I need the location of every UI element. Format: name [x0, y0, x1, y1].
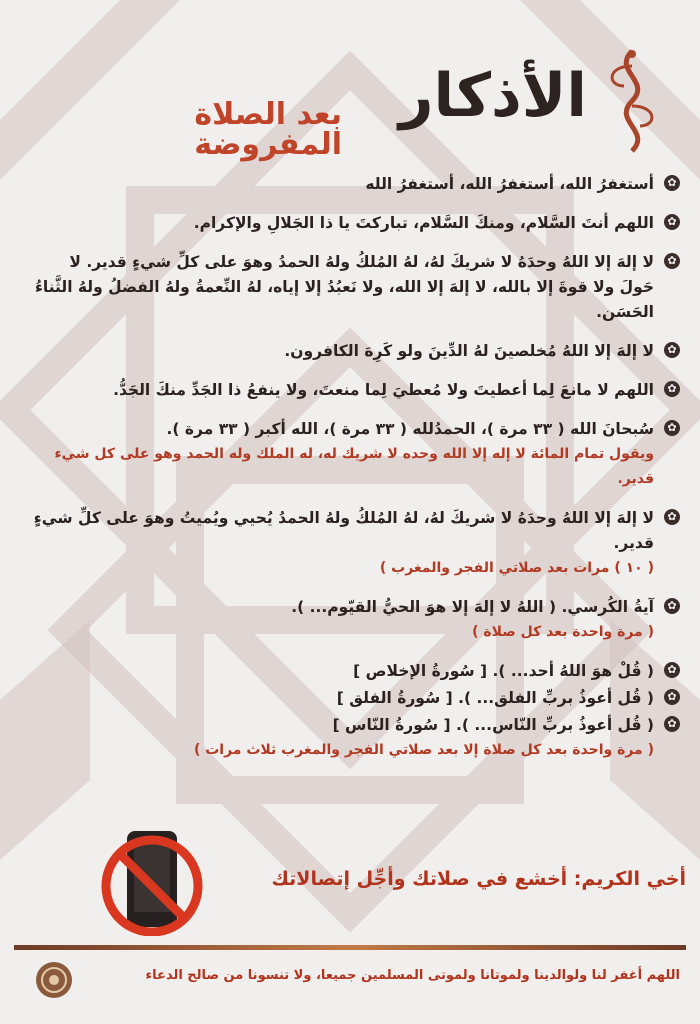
- item-text: اللهم أنتَ السَّلام، ومنكَ السَّلام، تباركتَ يا ذا الجَلالِ والإكرام.: [193, 214, 654, 232]
- list-item: [32, 506, 680, 581]
- divider-bar: [14, 945, 686, 950]
- list-item: [32, 211, 680, 236]
- list-item: [32, 713, 680, 763]
- page-title: الأذكار: [399, 61, 587, 131]
- list-item: [32, 595, 680, 645]
- flower-bullet-icon: ✿: [664, 662, 680, 678]
- item-text: اللهم لا مانعَ لِما أعطيتَ ولا مُعطيَ لِما منعتَ، ولا ينفعُ ذا الجَدِّ منكَ الجَدُّ.: [113, 381, 654, 399]
- list-item: [32, 339, 680, 364]
- item-text: ( قُلْ هوَ اللهُ أحد... ). [ سُورةُ الإخلاص ]: [353, 662, 654, 680]
- page-subtitle: بعد الصلاة المفروضة: [194, 97, 342, 162]
- adhkar-list: [32, 172, 680, 777]
- list-item: [32, 378, 680, 403]
- flower-bullet-icon: ✿: [664, 716, 680, 732]
- item-text: سُبحانَ الله ( ٣٣ مرة )، الحمدُلله ( ٣٣ مرة )، الله أكبر ( ٣٣ مرة ).: [166, 420, 654, 438]
- no-phone-icon: [92, 826, 212, 936]
- item-text: ( قُل أعوذُ بربِّ الفلق... ). [ سُورةُ الفلق ]: [336, 689, 654, 707]
- emblem-seal-icon: [34, 960, 74, 1000]
- flower-bullet-icon: ✿: [664, 175, 680, 191]
- item-text: لا إلهَ إلا اللهُ وحدَهُ لا شريكَ لهُ، لهُ المُلكُ ولهُ الحمدُ يُحيي ويُميتُ وهوَ على كلِّ شيءٍ قدير.: [33, 509, 654, 552]
- item-text: لا إلهَ إلا اللهُ وحدَهُ لا شريكَ لهُ، لهُ المُلكُ ولهُ الحمدُ وهوَ على كلِّ شيءٍ قدير. لا حَولَ ولا قوةَ إلا بالله، لا إلهَ إلا الله، ولا نَعبُدُ إلا إياه، لهُ النِّعمةُ ولهُ الفضلُ ولهُ الثَّناءُ الحَسَن.: [34, 253, 654, 321]
- list-item: [32, 250, 680, 325]
- footer-dua: اللهم أغفر لنا ولوالدينا ولموتانا ولموتى المسلمين جميعا، ولا تنسونا من صالح الدعاء: [145, 968, 680, 983]
- flower-bullet-icon: ✿: [664, 342, 680, 358]
- item-note: ( مرة واحدة بعد كل صلاة إلا بعد صلاتي الفجر والمغرب ثلاث مرات ): [193, 742, 654, 758]
- item-note: ( ١٠ ) مرات بعد صلاتي الفجر والمغرب ): [379, 560, 654, 576]
- flower-bullet-icon: ✿: [664, 689, 680, 705]
- flower-bullet-icon: ✿: [664, 598, 680, 614]
- list-item: [32, 659, 680, 684]
- list-item: [32, 686, 680, 711]
- item-note: ( مرة واحدة بعد كل صلاة ): [472, 624, 654, 640]
- item-text: لا إلهَ إلا اللهُ مُخلصينَ لهُ الدِّينَ ولو كَرِهَ الكافرون.: [284, 342, 654, 360]
- flower-bullet-icon: ✿: [664, 253, 680, 269]
- header: [40, 40, 672, 162]
- arabesque-ornament-icon: [602, 46, 662, 156]
- flower-bullet-icon: ✿: [664, 509, 680, 525]
- item-text: ( قُل أعوذُ بربِّ النّاس... ). [ سُورةُ النّاس ]: [332, 716, 654, 734]
- list-item: [32, 417, 680, 492]
- item-text: أستغفرُ الله، أستغفرُ الله، أستغفرُ الله: [365, 175, 654, 193]
- flower-bullet-icon: ✿: [664, 214, 680, 230]
- list-item: [32, 172, 680, 197]
- flower-bullet-icon: ✿: [664, 420, 680, 436]
- item-note: ويقول تمام المائة لا إله إلا الله وحده لا شريك له، له الملك وله الحمد وهو على كل شيء قدير.: [54, 446, 654, 487]
- flower-bullet-icon: ✿: [664, 381, 680, 397]
- footer-message: أخي الكريم: أخشع في صلاتك وأجِّل إتصالاتك: [271, 868, 686, 890]
- item-text: آيةُ الكُرسي. ( اللهُ لا إلهَ إلا هوَ الحيُّ القيّوم... ).: [291, 598, 654, 616]
